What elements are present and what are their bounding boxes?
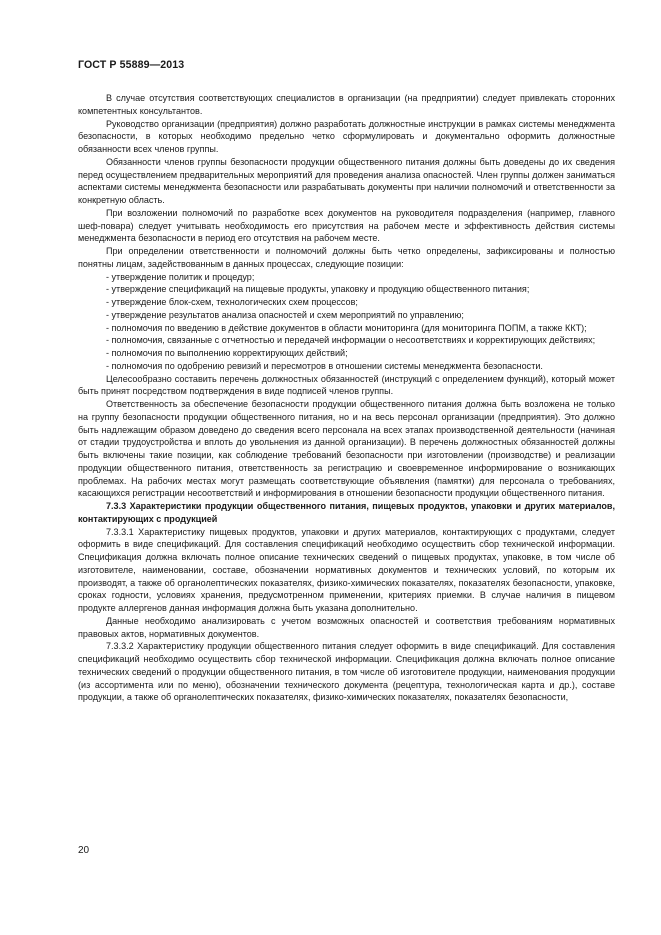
list-item: - утверждение блок-схем, технологических схем процессов;: [106, 297, 358, 307]
list-item: - полномочия, связанные с отчетностью и передачей информации о несоответствиях и корректирующих действиях;: [106, 335, 596, 346]
paragraph: При определении ответственности и полномочий должны быть четко определены, зафиксированы и полностью понятны лицам, задействованным в данных процессах, следующие позиции:: [78, 246, 615, 269]
list-item: - полномочия по введению в действие документов в области мониторинга (для мониторинга ПОПМ, а также ККТ);: [106, 322, 587, 333]
list-item: - полномочия по выполнению корректирующих действий;: [106, 348, 348, 358]
list-item: - утверждение политик и процедур;: [106, 271, 255, 282]
list-item: - утверждение спецификаций на пищевые продукты, упаковку и продукцию общественного питания;: [106, 284, 530, 295]
paragraph: В случае отсутствия соответствующих специалистов в организации (на предприятии) следует привлекать сторонних компетентных консультантов.: [78, 93, 615, 116]
list-item: - утверждение результатов анализа опасностей и схем мероприятий по управлению;: [106, 309, 464, 320]
paragraph: Руководство организации (предприятия) должно разработать должностные инструкции в рамках системы менеджмента безопасности, в которых необходимо предельно четко сформулировать и документально оформить должностные обязанности всех членов группы.: [78, 118, 615, 154]
paragraph: Ответственность за обеспечение безопасности продукции общественного питания должна быть возложена не только на группу безопасности продукции общественного питания, но и на весь персонал организации (предприятия). Это должно быть надлежащим образом доведено до сведения всего персонала на всех этапах производственной деятельности (начиная от стадии трудоустройства и вплоть до увольнения из данной организации). В перечень должностных обязанностей должны быть включены такие позиции, как соблюдение требований безопасности при изготовлении (производстве) и реализации продукции общественного питания, ответственность за регистрацию и своевременное информирование о возникающих проблемах. На рабочих местах могут размещать соответствующие объявления (памятки) для персонала о требованиях, касающихся регистрации несоответствий и информирования в отношении безопасности продукции общественного питания.: [78, 399, 615, 499]
document-header: ГОСТ Р 55889—2013: [78, 59, 185, 71]
list-item: - полномочия по одобрению ревизий и пересмотров в отношении системы менеджмента безопасности.: [106, 360, 543, 371]
paragraph: Обязанности членов группы безопасности продукции общественного питания должны быть доведены до их сведения перед осуществлением предварительных мероприятий для проведения анализа опасностей. Член группы должен заниматься аспектами системы менеджмента безопасности или разрабатывать документы при наличии полномочий и ответственности за конкретную область.: [78, 156, 615, 205]
document-body: [78, 92, 615, 704]
paragraph: Целесообразно составить перечень должностных обязанностей (инструкций с определением функций), который может быть принят посредством подтверждения в виде подписей членов группы.: [78, 373, 615, 397]
paragraph: 7.3.3.1 Характеристику пищевых продуктов, упаковки и других материалов, контактирующих с продуктами, следует оформить в виде спецификаций. Для составления спецификаций необходимо осуществить сбор технической информации. Спецификация должна включать полное описание технических сведений о пищевых продуктах, упаковке, в том числе об изготовителе, наименовании, составе, обозначении нормативных документов и технических условий, по которым их производят, а также об органолептических показателях, физико-химических показателях, показателях безопасности, упаковке, сроках годности, условиях хранения, предусмотренном применении, критериях приемки. В случае наличия в пищевом продукте аллергенов данная информация должна быть указана дополнительно.: [78, 526, 615, 613]
paragraph: При возложении полномочий по разработке всех документов на руководителя подразделения (например, главного шеф-повара) следует учитывать необходимость его присутствия на рабочем месте и эффективность действия системы менеджмента безопасности в период его отсутствия на рабочем месте.: [78, 207, 615, 244]
paragraph: 7.3.3.2 Характеристику продукции общественного питания следует оформить в виде спецификаций. Для составления спецификаций необходимо осуществить сбор технической информации. Спецификация должна включать полное описание технических сведений о продукции общественного питания, в том числе об изготовителе продукции, наименования продукции (из ассортимента или по меню), обозначении технического документа (рецептура, технологическая карта и др.), составе продукции, а также об органолептических показателях, физико-химических показателях, показателях безопасности,: [78, 641, 615, 703]
section-heading: 7.3.3 Характеристики продукции общественного питания, пищевых продуктов, упаковки и других материалов, контактирующих с продукцией: [78, 501, 615, 524]
page-number: 20: [78, 845, 90, 856]
paragraph: Данные необходимо анализировать с учетом возможных опасностей и соответствия требованиям нормативных правовых актов, нормативных документов.: [78, 615, 615, 639]
